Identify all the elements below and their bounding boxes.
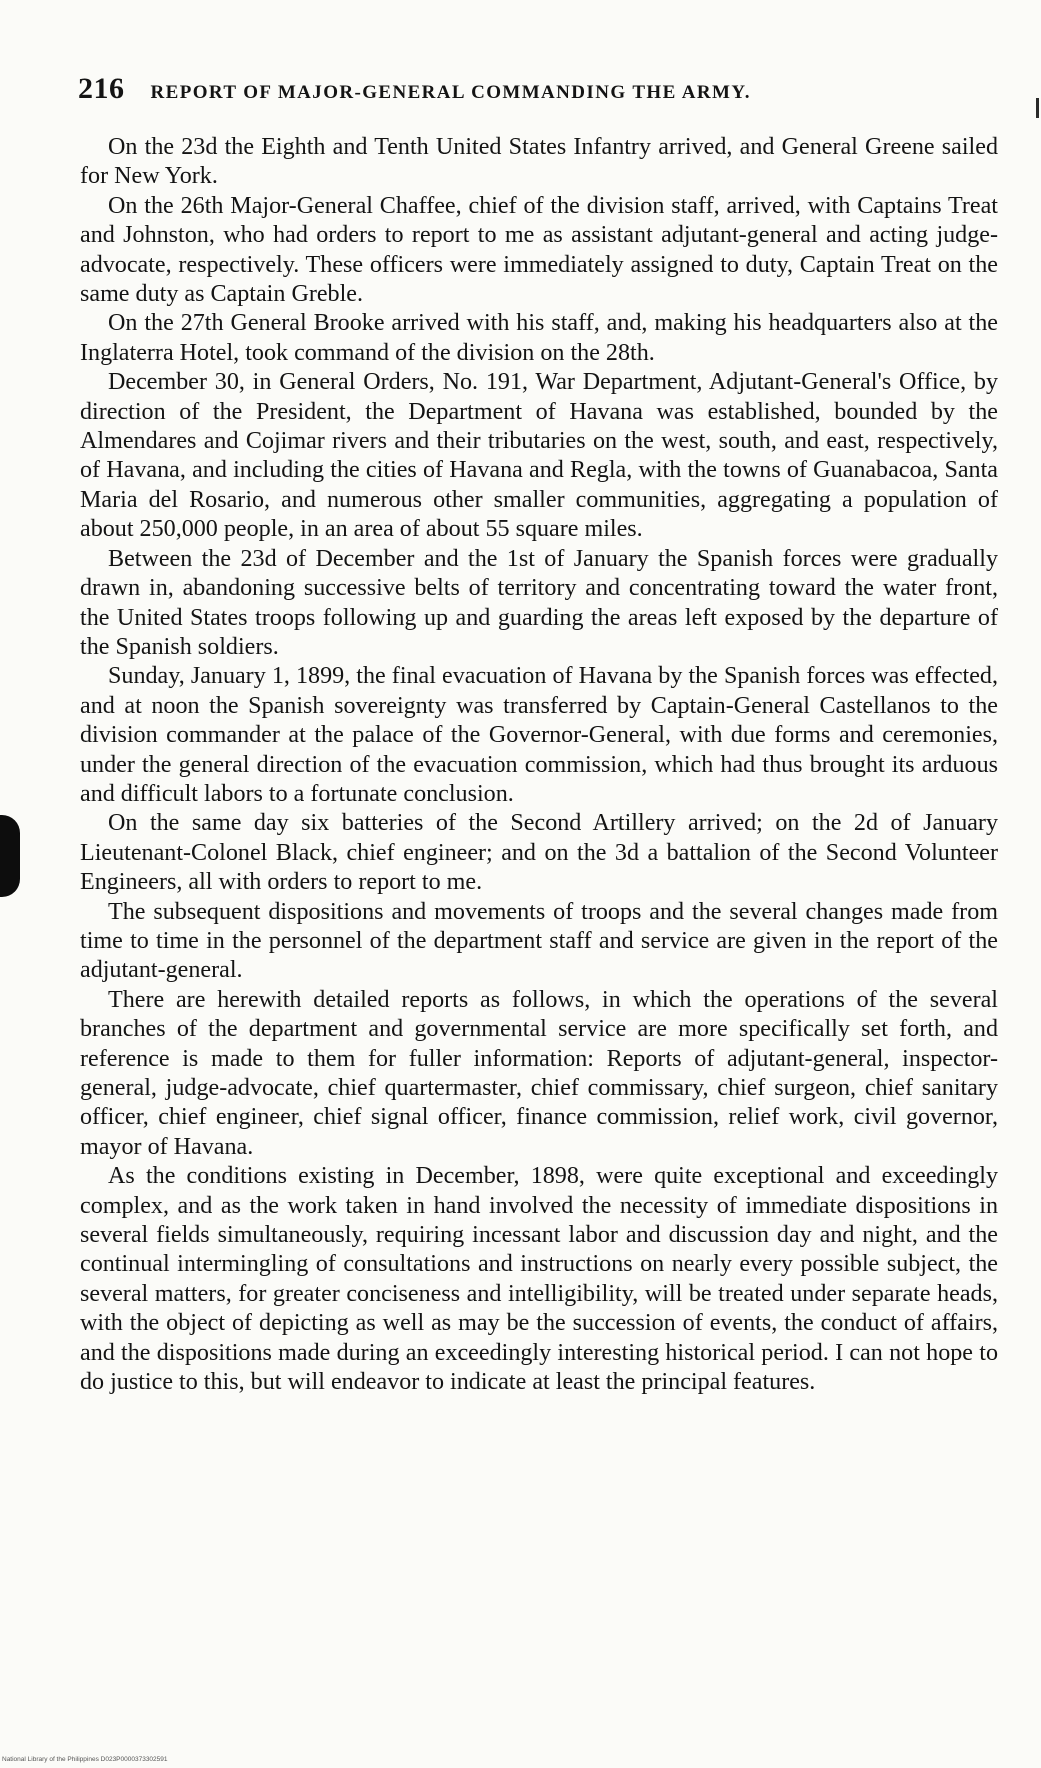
scan-credit: National Library of the Philippines D023P0000373302591 [2, 1756, 168, 1763]
page-edge-mark [1036, 98, 1039, 118]
paragraph-detailed-reports: There are herewith detailed reports as follows, in which the operations of the several branches of the department and governmental service are more specifically set forth, and reference is made to them for fuller information: Reports of adjutant-general, inspector-general, judge-advocate, chief quartermaster, chief commissary, chief surgeon, chief sanitary officer, chief engineer, chief signal officer, finance commission, relief work, civil governor, mayor of Havana. [80, 986, 998, 1160]
paragraph-chaffee-arrival: On the 26th Major-General Chaffee, chief of the division staff, arrived, with Captains Treat and Johnston, who had orders to report to me as assistant adjutant-general and acting judge-advocate, respectively. These officers were immediately assigned to duty, Captain Treat on the same duty as Captain Greble. [80, 192, 998, 308]
report-body [80, 133, 998, 1397]
running-head [78, 72, 968, 112]
running-head-title: REPORT OF MAJOR-GENERAL COMMANDING THE ARMY. [150, 82, 751, 103]
paragraph-department-established: December 30, in General Orders, No. 191, War Department, Adjutant-General's Office, by direction of the President, the Department of Havana was established, bounded by the Almendares and Cojimar rivers and their tributaries on the west, south, and east, respectively, of Havana, and including the cities of Havana and Regla, with the towns of Guanabacoa, Santa Maria del Rosario, and numerous other smaller communities, aggregating a population of about 250,000 people, in an area of about 55 square miles. [80, 369, 998, 543]
paragraph-infantry-arrival: On the 23d the Eighth and Tenth United States Infantry arrived, and General Greene sailed for New York. [80, 134, 998, 190]
paragraph-final-evacuation: Sunday, January 1, 1899, the final evacuation of Havana by the Spanish forces was effected, and at noon the Spanish sovereignty was transferred by Captain-General Castellanos to the division commander at the palace of the Governor-General, with due forms and ceremonies, under the general direction of the evacuation commission, which had thus brought its arduous and difficult labors to a fortunate conclusion. [80, 663, 998, 807]
binding-shadow-mark [0, 815, 20, 897]
paragraph-brooke-command: On the 27th General Brooke arrived with his staff, and, making his headquarters also at the Inglaterra Hotel, took command of the division on the 28th. [80, 310, 998, 366]
paragraph-conditions-december: As the conditions existing in December, 1898, were quite exceptional and exceedingly complex, and as the work taken in hand involved the necessity of immediate dispositions in several fields simultaneously, requiring incessant labor and discussion day and night, and the continual intermingling of consultations and instructions on nearly every possible subject, the several matters, for greater conciseness and intelligibility, will be treated under separate heads, with the object of depicting as well as may be the succession of events, the conduct of affairs, and the dispositions made during an exceedingly interesting historical period. I can not hope to do justice to this, but will endeavor to indicate at least the principal features. [80, 1163, 998, 1396]
page-number: 216 [78, 72, 125, 105]
paragraph-subsequent-dispositions: The subsequent dispositions and movements of troops and the several changes made from time to time in the personnel of the department staff and service are given in the report of the adjutant-general. [80, 898, 998, 984]
paragraph-artillery-arrival: On the same day six batteries of the Second Artillery arrived; on the 2d of January Lieutenant-Colonel Black, chief engineer; and on the 3d a battalion of the Second Volunteer Engineers, all with orders to report to me. [80, 810, 998, 896]
paragraph-spanish-withdrawal: Between the 23d of December and the 1st of January the Spanish forces were gradually drawn in, abandoning successive belts of territory and concentrating toward the water front, the United States troops following up and guarding the areas left exposed by the departure of the Spanish soldiers. [80, 545, 998, 660]
